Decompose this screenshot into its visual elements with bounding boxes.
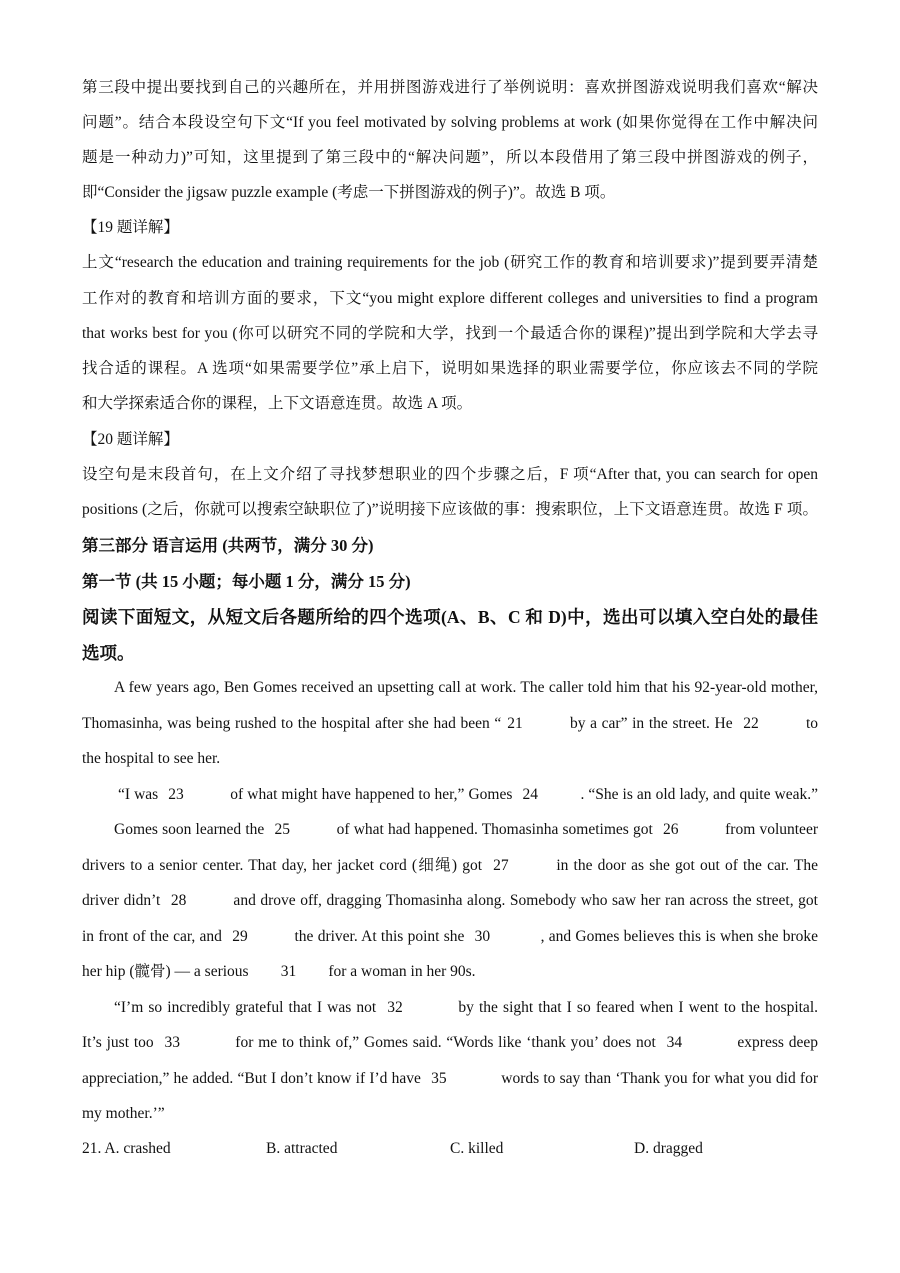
passage-text: by the sight that I so feared when I went to the hospital. — [453, 999, 818, 1016]
q21-option-a: 21. A. crashed — [82, 1140, 171, 1157]
explanation-line: 工作对的教育和培训方面的要求，下文“you might explore different colleges and universities to find a program — [82, 290, 818, 307]
passage-line — [82, 1032, 818, 1054]
blank-30: 30 — [474, 928, 491, 945]
passage-text: her hip (髋骨) — a serious — [82, 963, 253, 980]
blank-27: 27 — [493, 857, 509, 874]
passage-text: the driver. At this point she — [290, 928, 469, 945]
explanation-line: 题是一种动力)”可知，这里提到了第三段中的“解决问题”，所以本段借用了第三段中拼图游戏的例子， — [82, 149, 818, 166]
passage-line: A few years ago, Ben Gomes received an upsetting call at work. The caller told him that his 92-year-old mother, — [114, 679, 818, 696]
blank-21: 21 — [507, 715, 523, 732]
passage-text: and drove off, dragging Thomasinha along. Somebody who saw her ran across the street, got — [228, 892, 818, 909]
explanation-line: that works best for you (你可以研究不同的学院和大学，找到一个最适合你的课程)”提出到学院和大学去寻 — [82, 325, 818, 342]
blank-33: 33 — [164, 1034, 180, 1051]
blank-31: 31 — [280, 963, 297, 980]
passage-text: words to say than ‘Thank you for what you did for — [497, 1070, 818, 1087]
passage-text: , and Gomes believes this is when she broke — [540, 928, 818, 945]
passage-text: express deep — [732, 1034, 818, 1051]
passage-line — [114, 819, 818, 841]
passage-line — [82, 961, 818, 983]
passage-text: “I was — [118, 786, 163, 803]
explanation-line: 设空句是末段首句，在上文介绍了寻找梦想职业的四个步骤之后，F 项“After that, you can search for open — [82, 466, 818, 483]
q21-option-b: B. attracted — [266, 1140, 338, 1157]
passage-text: for a woman in her 90s. — [324, 963, 476, 980]
passage-line — [82, 890, 818, 912]
passage-text: “I’m so incredibly grateful that I was not — [114, 999, 382, 1016]
passage-text: by a car” in the street. He — [565, 715, 738, 732]
passage-text: . “She is an old lady, and quite weak.” — [580, 786, 818, 803]
passage-line: the hospital to see her. — [82, 750, 221, 767]
passage-text: in the door as she got out of the car. The — [551, 857, 818, 874]
q21-option-d: D. dragged — [634, 1140, 703, 1157]
explanation-line: 上文“research the education and training requirements for the job (研究工作的教育和培训要求)”提到要弄清楚 — [82, 254, 818, 271]
passage-text: Gomes soon learned the — [114, 821, 269, 838]
passage-text: to — [801, 715, 818, 732]
blank-23: 23 — [168, 786, 184, 803]
explanation-line: positions (之后，你就可以搜索空缺职位了)”说明接下应该做的事：搜索职位，上下文语意连贯。故选 F 项。 — [82, 501, 818, 518]
instructions-line: 选项。 — [82, 643, 135, 663]
passage-text: from volunteer — [720, 821, 818, 838]
subsection-title: 第一节 (共 15 小题；每小题 1 分，满分 15 分) — [82, 572, 411, 591]
passage-line — [82, 713, 818, 735]
passage-line — [118, 784, 818, 806]
passage-text: drivers to a senior center. That day, her jacket cord (细绳) got — [82, 857, 488, 874]
passage-line: my mother.’” — [82, 1105, 165, 1122]
passage-text: of what had happened. Thomasinha sometimes got — [332, 821, 657, 838]
passage-line — [114, 997, 818, 1019]
passage-line — [82, 1068, 818, 1090]
q21-option-c: C. killed — [450, 1140, 504, 1157]
instructions-line: 阅读下面短文，从短文后各题所给的四个选项(A、B、C 和 D)中，选出可以填入空白处的最佳 — [82, 607, 818, 627]
passage-text: appreciation,” he added. “But I don’t know if I’d have — [82, 1070, 426, 1087]
passage-line — [82, 855, 818, 877]
blank-26: 26 — [662, 821, 679, 838]
explanation-line: 即“Consider the jigsaw puzzle example (考虑一下拼图游戏的例子)”。故选 B 项。 — [82, 184, 616, 201]
explanation-line: 第三段中提出要找到自己的兴趣所在，并用拼图游戏进行了举例说明：喜欢拼图游戏说明我们喜欢“解决 — [82, 79, 818, 96]
passage-text: for me to think of,” Gomes said. “Words like ‘thank you’ does not — [230, 1034, 661, 1051]
blank-22: 22 — [743, 715, 759, 732]
explanation-line: 和大学探索适合你的课程，上下文语意连贯。故选 A 项。 — [82, 395, 473, 412]
passage-text: Thomasinha, was being rushed to the hospital after she had been “ — [82, 715, 502, 732]
blank-29: 29 — [232, 928, 248, 945]
passage-text: driver didn’t — [82, 892, 165, 909]
passage-text: in front of the car, and — [82, 928, 227, 945]
part-title: 第三部分 语言运用 (共两节，满分 30 分) — [82, 536, 374, 555]
explanation-line: 问题”。结合本段设空句下文“If you feel motivated by solving problems at work (如果你觉得在工作中解决问 — [82, 114, 818, 131]
blank-28: 28 — [170, 892, 187, 909]
blank-24: 24 — [522, 786, 538, 803]
blank-34: 34 — [666, 1034, 683, 1051]
q19-header: 【19 题详解】 — [82, 219, 179, 236]
q20-header: 【20 题详解】 — [82, 431, 179, 448]
explanation-line: 找合适的课程。A 选项“如果需要学位”承上启下，说明如果选择的职业需要学位，你应该去不同的学院 — [82, 360, 818, 377]
blank-25: 25 — [274, 821, 290, 838]
blank-35: 35 — [431, 1070, 447, 1087]
passage-text: It’s just too — [82, 1034, 159, 1051]
passage-line — [82, 926, 818, 948]
blank-32: 32 — [387, 999, 403, 1016]
passage-text: of what might have happened to her,” Gomes — [226, 786, 517, 803]
